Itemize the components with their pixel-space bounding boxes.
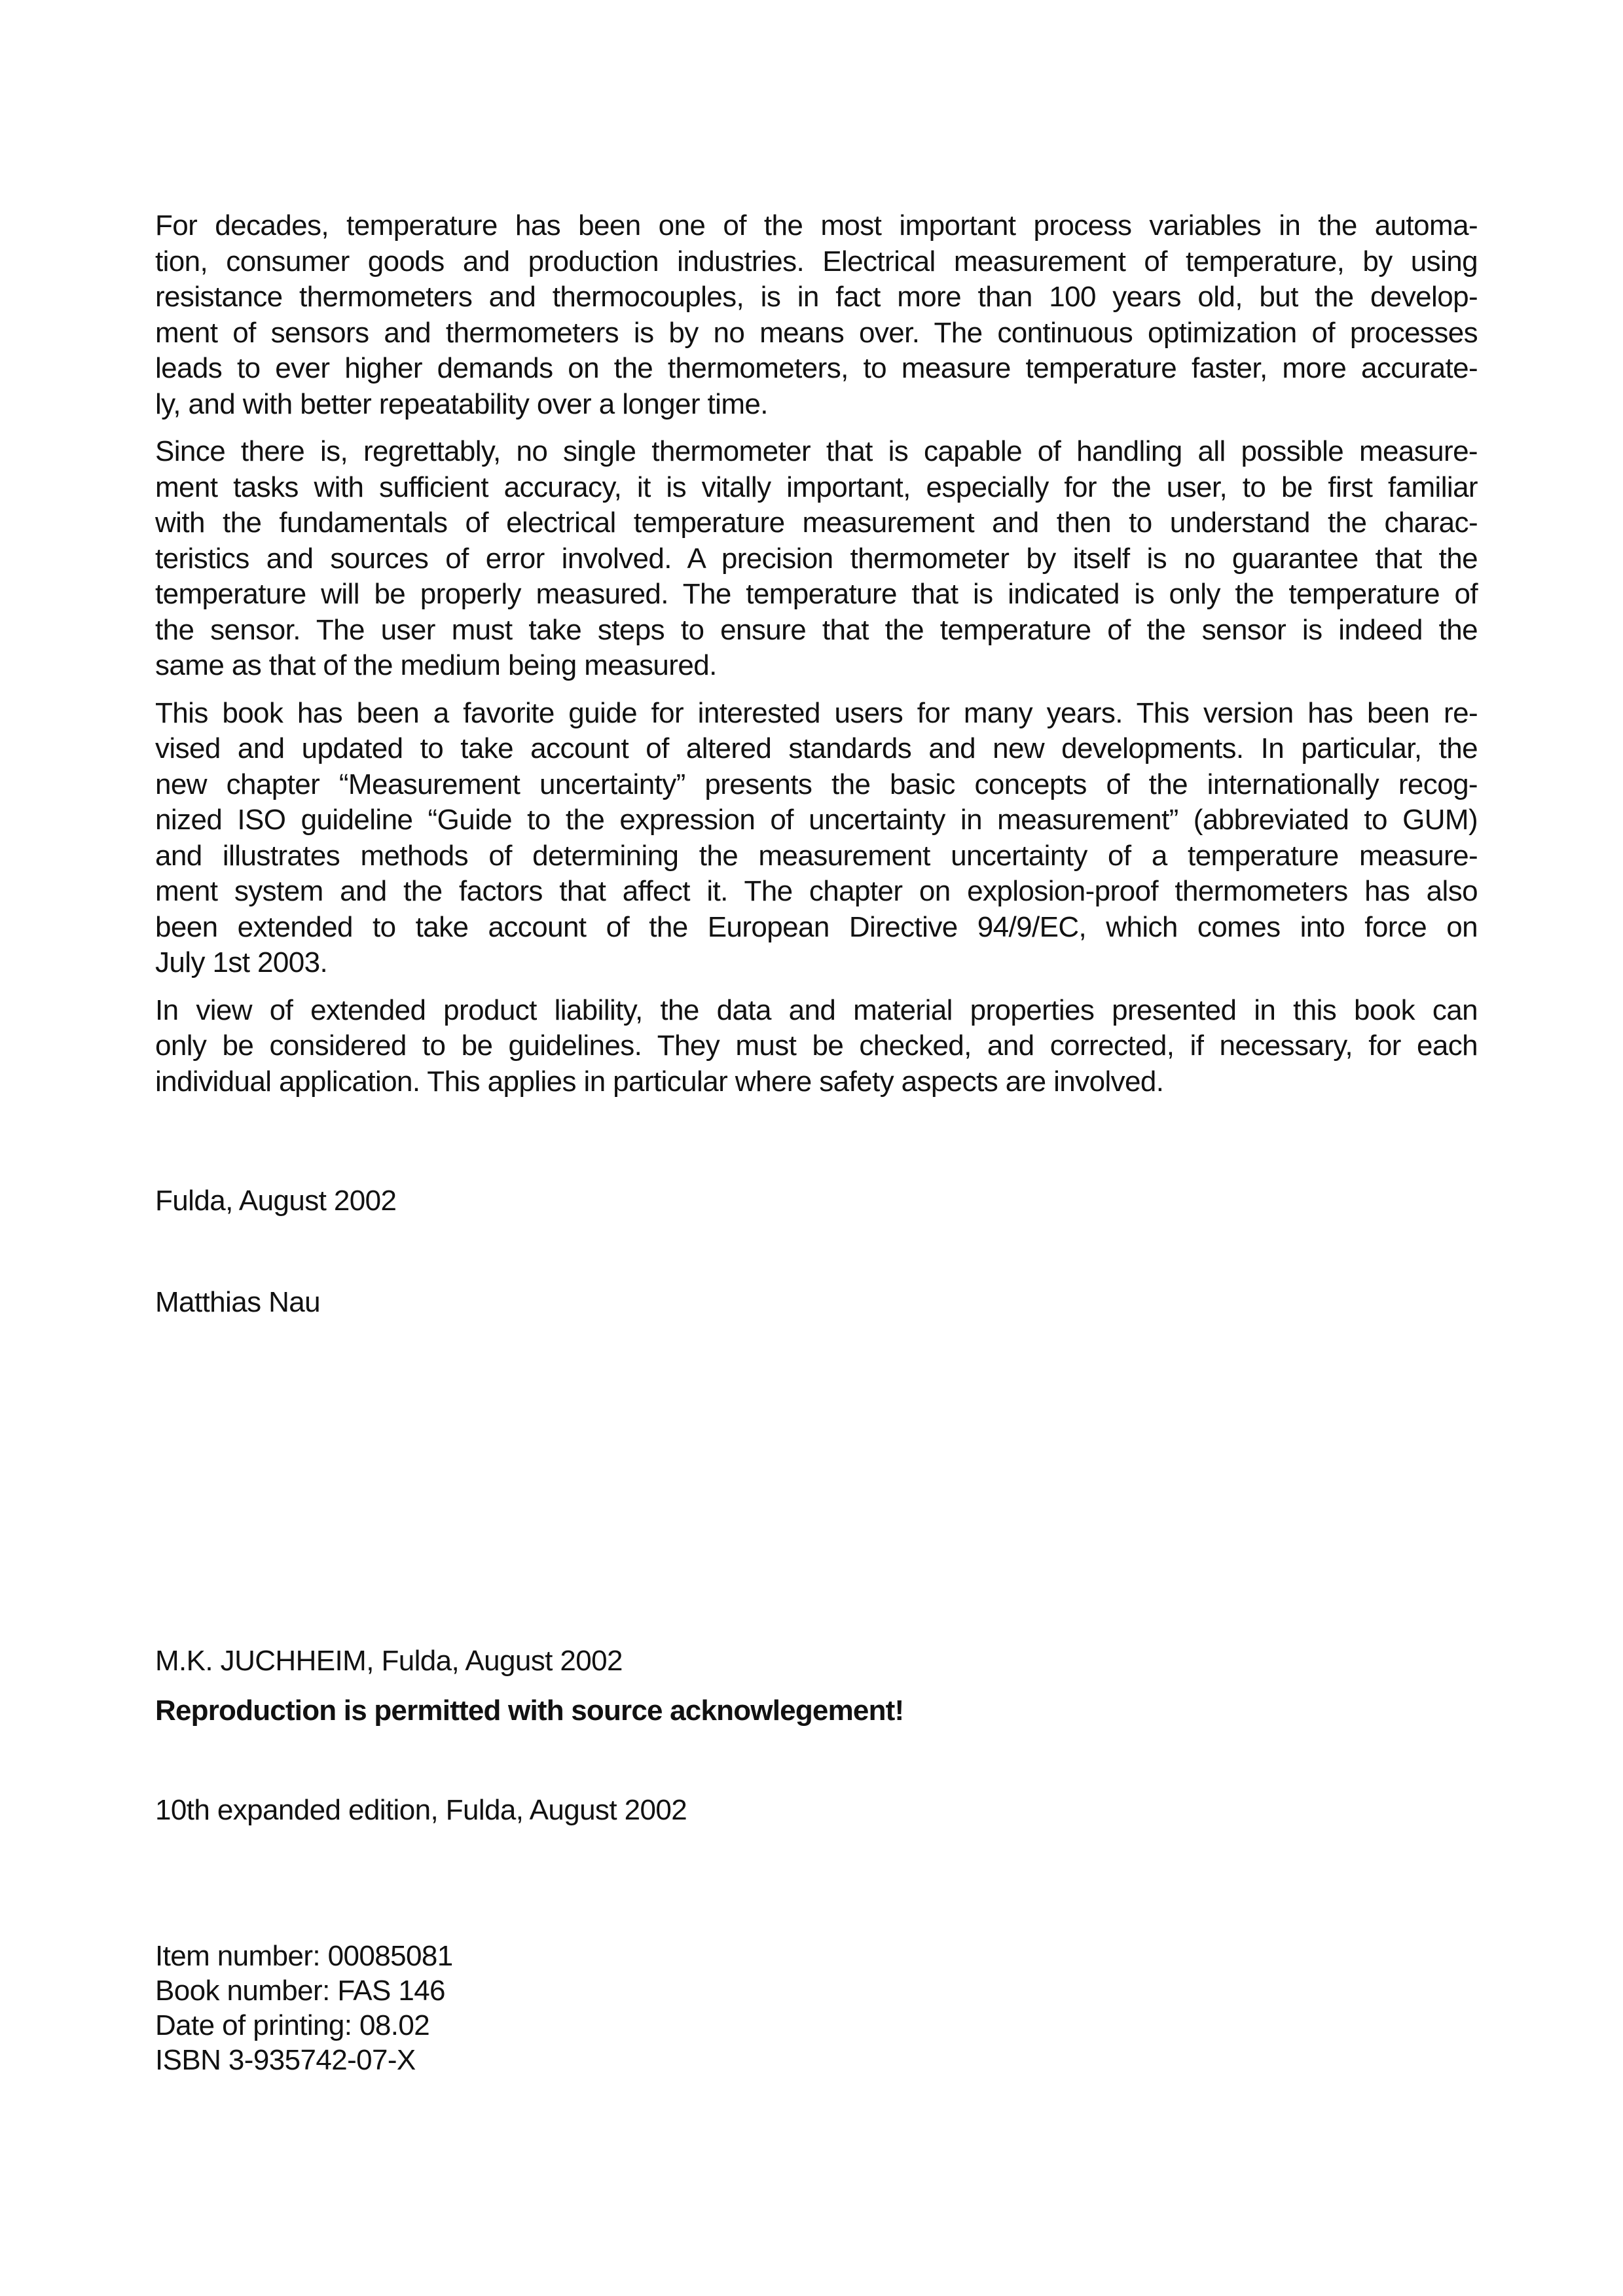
text-line: ment system and the factors that affect it. The chapter on explosion-proof thermometers has also — [155, 875, 1478, 907]
preface-place-date: Fulda, August 2002 — [155, 1185, 397, 1217]
date-of-printing: Date of printing: 08.02 — [155, 2009, 430, 2041]
text-line: resistance thermometers and thermocouples, is in fact more than 100 years old, but the develop- — [155, 281, 1478, 313]
text-line: For decades, temperature has been one of the most important process variables in the automa- — [155, 209, 1478, 242]
text-line: with the fundamentals of electrical temperature measurement and then to understand the charac- — [155, 507, 1478, 539]
preface-body — [155, 208, 1478, 1111]
text-line: nized ISO guideline “Guide to the expression of uncertainty in measurement” (abbreviated to GUM) — [155, 804, 1478, 836]
text-line: In view of extended product liability, the data and material properties presented in this book can — [155, 994, 1478, 1026]
text-line: new chapter “Measurement uncertainty” presents the basic concepts of the internationally recog- — [155, 768, 1478, 800]
publisher-line: M.K. JUCHHEIM, Fulda, August 2002 — [155, 1645, 623, 1677]
text-line: tion, consumer goods and production industries. Electrical measurement of temperature, by using — [155, 245, 1478, 278]
text-line: This book has been a favorite guide for interested users for many years. This version has been re- — [155, 696, 1478, 729]
reproduction-notice: Reproduction is permitted with source acknowlegement! — [155, 1695, 904, 1727]
text-line: individual application. This applies in particular where safety aspects are involved. — [155, 1065, 1164, 1098]
text-line: ly, and with better repeatability over a longer time. — [155, 387, 768, 420]
isbn: ISBN 3-935742-07-X — [155, 2044, 416, 2076]
text-line: temperature will be properly measured. The temperature that is indicated is only the temperature of — [155, 578, 1478, 610]
text-line: been extended to take account of the European Directive 94/9/EC, which comes into force on — [155, 910, 1478, 943]
text-line: July 1st 2003. — [155, 946, 328, 978]
preface-paragraph-3 — [155, 696, 1478, 981]
preface-paragraph-1 — [155, 208, 1478, 422]
text-line: Since there is, regrettably, no single thermometer that is capable of handling all possible measure- — [155, 435, 1478, 467]
item-number: Item number: 00085081 — [155, 1940, 453, 1972]
book-number: Book number: FAS 146 — [155, 1975, 445, 2007]
preface-paragraph-4 — [155, 993, 1478, 1100]
text-line: ment of sensors and thermometers is by no means over. The continuous optimization of processes — [155, 316, 1478, 349]
text-line: vised and updated to take account of altered standards and new developments. In particular, the — [155, 732, 1478, 764]
text-line: ment tasks with sufficient accuracy, it is vitally important, especially for the user, to be first familiar — [155, 471, 1478, 503]
edition-line: 10th expanded edition, Fulda, August 2002 — [155, 1794, 687, 1826]
text-line: leads to ever higher demands on the thermometers, to measure temperature faster, more accurate- — [155, 352, 1478, 384]
text-line: the sensor. The user must take steps to ensure that the temperature of the sensor is indeed the — [155, 613, 1478, 646]
text-line: only be considered to be guidelines. They must be checked, and corrected, if necessary, for each — [155, 1030, 1478, 1062]
preface-author: Matthias Nau — [155, 1286, 321, 1318]
text-line: teristics and sources of error involved. A precision thermometer by itself is no guarantee that the — [155, 542, 1478, 575]
text-line: and illustrates methods of determining the measurement uncertainty of a temperature measure- — [155, 839, 1478, 872]
text-line: same as that of the medium being measured. — [155, 649, 717, 681]
preface-paragraph-2 — [155, 434, 1478, 684]
